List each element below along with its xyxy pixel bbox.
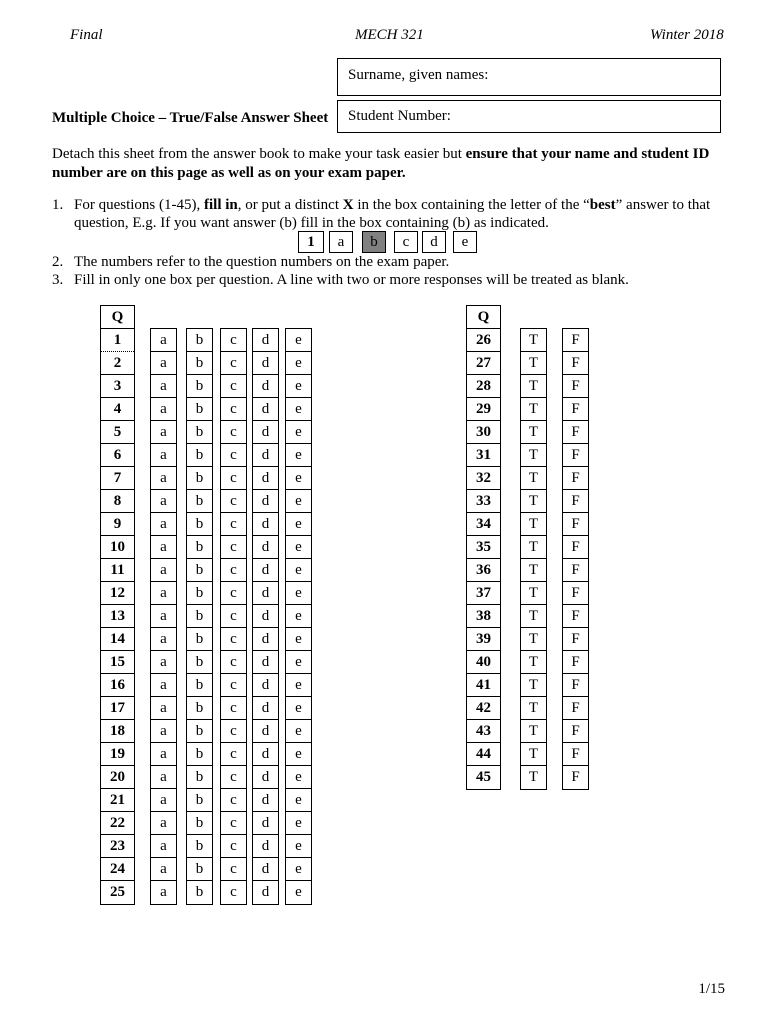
answer-box[interactable]: T [521, 421, 546, 444]
answer-box[interactable]: e [286, 651, 311, 674]
answer-box[interactable]: e [286, 674, 311, 697]
answer-box[interactable]: a [151, 352, 176, 375]
answer-box[interactable]: c [221, 559, 246, 582]
answer-box[interactable]: F [563, 605, 588, 628]
answer-box[interactable]: a [151, 766, 176, 789]
answer-box[interactable]: F [571, 769, 580, 785]
answer-box[interactable]: c [221, 605, 246, 628]
instruction-2-text: The numbers refer to the question numbers on the exam paper. [74, 254, 450, 270]
answer-box[interactable]: b [187, 513, 212, 536]
answer-box[interactable]: e [286, 467, 311, 490]
answer-box[interactable]: e [286, 743, 311, 766]
answer-box[interactable]: d [253, 398, 278, 421]
question-number: 42 [467, 697, 500, 720]
answer-box[interactable]: d [253, 559, 278, 582]
answer-box[interactable]: a [151, 720, 176, 743]
question-number: 26 [467, 329, 500, 352]
answer-box[interactable]: e [286, 398, 311, 421]
answer-box[interactable]: a [151, 812, 176, 835]
question-number: 31 [467, 444, 500, 467]
answer-box[interactable]: b [187, 421, 212, 444]
answer-box[interactable]: T [521, 536, 546, 559]
question-number: 30 [467, 421, 500, 444]
answer-box[interactable]: T [521, 559, 546, 582]
answer-box[interactable]: F [563, 559, 588, 582]
answer-box[interactable]: c [221, 766, 246, 789]
page-number: 1/15 [698, 981, 725, 997]
answer-box[interactable]: b [187, 352, 212, 375]
tf-option-column [562, 328, 589, 790]
answer-box[interactable]: a [151, 421, 176, 444]
answer-box[interactable]: e [286, 605, 311, 628]
answer-box[interactable]: b [195, 884, 204, 900]
answer-box[interactable]: d [253, 812, 278, 835]
answer-box[interactable]: d [253, 766, 278, 789]
answer-box[interactable]: b [187, 835, 212, 858]
answer-box[interactable]: T [521, 582, 546, 605]
answer-box[interactable]: c [221, 743, 246, 766]
example-option-d: d [422, 231, 446, 253]
answer-box[interactable]: e [286, 812, 311, 835]
answer-box[interactable]: c [221, 352, 246, 375]
answer-box[interactable]: e [286, 858, 311, 881]
student-number-field[interactable] [337, 100, 721, 133]
answer-box[interactable]: c [221, 697, 246, 720]
answer-box[interactable]: T [521, 674, 546, 697]
answer-box[interactable]: e [295, 884, 302, 900]
question-number: 15 [101, 651, 134, 674]
question-number: 12 [101, 582, 134, 605]
instruction-1-text-c: , or put a distinct [237, 197, 343, 213]
answer-box[interactable]: T [521, 352, 546, 375]
intro-bold-1: ensure that your name and student ID [465, 146, 710, 162]
intro-text: Detach this sheet from the answer book to make your task easier but [52, 146, 466, 162]
answer-box[interactable]: d [253, 628, 278, 651]
question-number: 38 [467, 605, 500, 628]
question-number: 1 [101, 329, 134, 352]
tf-question-column [466, 305, 501, 790]
question-number: 25 [110, 884, 125, 900]
answer-box[interactable]: c [221, 674, 246, 697]
header-term: Winter 2018 [650, 27, 724, 43]
question-number: 16 [101, 674, 134, 697]
answer-box[interactable]: e [286, 444, 311, 467]
answer-box[interactable]: a [151, 513, 176, 536]
answer-box[interactable]: T [521, 329, 546, 352]
answer-box[interactable]: F [563, 375, 588, 398]
answer-box[interactable]: F [563, 743, 588, 766]
answer-box[interactable]: b [187, 720, 212, 743]
answer-box[interactable]: a [151, 467, 176, 490]
answer-box[interactable]: a [151, 743, 176, 766]
question-number: 36 [467, 559, 500, 582]
question-number: 23 [101, 835, 134, 858]
answer-box[interactable]: d [253, 513, 278, 536]
question-number: 17 [101, 697, 134, 720]
answer-box[interactable]: F [563, 444, 588, 467]
answer-box[interactable]: b [187, 329, 212, 352]
answer-box[interactable]: a [151, 605, 176, 628]
answer-box[interactable]: F [563, 697, 588, 720]
answer-box[interactable]: c [221, 789, 246, 812]
answer-box[interactable]: d [253, 421, 278, 444]
answer-box[interactable]: T [528, 769, 539, 785]
answer-box[interactable]: d [253, 582, 278, 605]
answer-box[interactable]: a [151, 375, 176, 398]
header-course: MECH 321 [355, 27, 424, 43]
answer-box[interactable]: c [221, 513, 246, 536]
answer-box[interactable]: e [286, 421, 311, 444]
answer-box[interactable]: d [253, 467, 278, 490]
question-number: 44 [467, 743, 500, 766]
answer-box[interactable]: b [187, 651, 212, 674]
tf-header: Q [467, 306, 500, 329]
surname-label: Surname, given names: [348, 67, 489, 83]
answer-box[interactable]: b [187, 398, 212, 421]
instruction-3-number: 3. [52, 272, 64, 288]
answer-box[interactable]: d [253, 858, 278, 881]
answer-box[interactable]: e [286, 352, 311, 375]
answer-box[interactable]: T [521, 467, 546, 490]
answer-box[interactable]: d [253, 674, 278, 697]
header-left: Final [70, 27, 103, 43]
answer-box[interactable]: T [521, 490, 546, 513]
answer-box[interactable]: F [563, 467, 588, 490]
example-option-b-selected: b [362, 231, 386, 253]
question-number: 41 [467, 674, 500, 697]
answer-box[interactable]: b [187, 490, 212, 513]
example-option-a: a [329, 231, 353, 253]
question-number: 9 [101, 513, 134, 536]
answer-box[interactable]: a [151, 559, 176, 582]
instruction-1-number: 1. [52, 197, 64, 213]
answer-box[interactable]: T [521, 398, 546, 421]
question-number: 22 [101, 812, 134, 835]
question-number: 6 [101, 444, 134, 467]
question-number: 13 [101, 605, 134, 628]
answer-box[interactable]: e [286, 513, 311, 536]
answer-box[interactable]: b [187, 697, 212, 720]
sheet-title: Multiple Choice – True/False Answer Sheet [52, 110, 329, 126]
mc-option-column [186, 328, 213, 905]
answer-box[interactable]: e [286, 559, 311, 582]
answer-box[interactable]: F [563, 582, 588, 605]
answer-box[interactable]: c [221, 375, 246, 398]
question-number: 7 [101, 467, 134, 490]
answer-box[interactable]: T [521, 628, 546, 651]
answer-box[interactable]: d [253, 789, 278, 812]
tf-option-column [520, 328, 547, 790]
instruction-1-best: best [589, 197, 616, 213]
question-number: 20 [101, 766, 134, 789]
question-number: 39 [467, 628, 500, 651]
question-number: 3 [101, 375, 134, 398]
answer-box[interactable]: b [187, 628, 212, 651]
question-number: 43 [467, 720, 500, 743]
question-number: 8 [101, 490, 134, 513]
answer-box[interactable]: d [253, 743, 278, 766]
question-number: 40 [467, 651, 500, 674]
answer-box[interactable]: c [221, 582, 246, 605]
answer-box[interactable]: F [563, 674, 588, 697]
instruction-1-x: X [342, 197, 354, 213]
answer-box[interactable]: a [151, 651, 176, 674]
answer-box[interactable]: a [151, 329, 176, 352]
answer-box[interactable]: F [563, 352, 588, 375]
answer-box[interactable]: d [253, 720, 278, 743]
answer-box[interactable]: b [187, 674, 212, 697]
instruction-2-number: 2. [52, 254, 64, 270]
answer-box[interactable]: d [253, 835, 278, 858]
answer-box[interactable]: b [187, 582, 212, 605]
mc-option-column [220, 328, 247, 905]
answer-box[interactable]: b [187, 743, 212, 766]
answer-box[interactable]: e [286, 835, 311, 858]
question-number: 32 [467, 467, 500, 490]
answer-box[interactable]: d [253, 490, 278, 513]
mc-option-column [285, 328, 312, 905]
answer-box[interactable]: c [221, 467, 246, 490]
answer-box[interactable]: a [151, 628, 176, 651]
answer-box[interactable]: T [521, 444, 546, 467]
example-question-number: 1 [298, 231, 324, 253]
answer-box[interactable]: d [253, 352, 278, 375]
answer-box[interactable]: c [221, 398, 246, 421]
answer-box[interactable]: b [187, 559, 212, 582]
answer-box[interactable]: c [221, 628, 246, 651]
answer-box[interactable]: F [563, 536, 588, 559]
answer-box[interactable]: e [286, 490, 311, 513]
answer-box[interactable]: c [221, 444, 246, 467]
answer-box[interactable]: F [563, 651, 588, 674]
answer-box[interactable]: c [221, 536, 246, 559]
answer-box[interactable]: c [221, 651, 246, 674]
question-number: 10 [101, 536, 134, 559]
question-number: 37 [467, 582, 500, 605]
answer-box[interactable]: b [187, 375, 212, 398]
answer-box[interactable]: F [563, 329, 588, 352]
answer-box[interactable]: a [151, 444, 176, 467]
answer-box[interactable]: b [187, 605, 212, 628]
answer-box[interactable]: a [151, 858, 176, 881]
answer-box[interactable]: T [521, 513, 546, 536]
question-number: 27 [467, 352, 500, 375]
instruction-1-line-2: question, E.g. If you want answer (b) fill in the box containing (b) as indicated. [74, 215, 549, 231]
answer-box[interactable]: d [253, 375, 278, 398]
question-number: 21 [101, 789, 134, 812]
instruction-1-text-a: For questions (1-45), [74, 197, 204, 213]
mc-question-column [100, 305, 135, 905]
answer-box[interactable]: T [521, 697, 546, 720]
question-number: 18 [101, 720, 134, 743]
answer-box[interactable]: F [563, 513, 588, 536]
answer-box[interactable]: b [187, 858, 212, 881]
question-number: 28 [467, 375, 500, 398]
instruction-1-fill-in: fill in [204, 197, 238, 213]
question-number: 11 [101, 559, 134, 582]
answer-box[interactable]: b [187, 467, 212, 490]
instruction-1-text-g: ” answer to that [615, 197, 711, 213]
example-option-c: c [394, 231, 418, 253]
answer-box[interactable]: T [521, 720, 546, 743]
answer-box[interactable]: e [286, 329, 311, 352]
answer-box[interactable]: b [187, 444, 212, 467]
answer-box[interactable]: e [286, 582, 311, 605]
question-number: 24 [101, 858, 134, 881]
answer-box[interactable]: T [521, 651, 546, 674]
answer-box[interactable]: c [221, 490, 246, 513]
answer-box[interactable]: d [261, 884, 270, 900]
mc-option-column [252, 328, 279, 905]
answer-box[interactable]: d [253, 444, 278, 467]
instruction-1-text-e: in the box containing the letter of the “ [353, 197, 590, 213]
answer-box[interactable]: e [286, 628, 311, 651]
answer-box[interactable]: b [187, 789, 212, 812]
mc-option-column [150, 328, 177, 905]
answer-box[interactable]: T [521, 375, 546, 398]
answer-box[interactable]: a [151, 697, 176, 720]
answer-box[interactable]: e [286, 766, 311, 789]
instruction-3-text: Fill in only one box per question. A line with two or more responses will be treated as blank. [74, 272, 629, 288]
question-number: 5 [101, 421, 134, 444]
answer-box[interactable]: a [151, 398, 176, 421]
intro-paragraph [52, 145, 732, 183]
question-number: 14 [101, 628, 134, 651]
example-option-e: e [453, 231, 477, 253]
surname-field[interactable] [337, 58, 721, 96]
question-number: 4 [101, 398, 134, 421]
answer-box[interactable]: T [521, 743, 546, 766]
answer-box[interactable]: b [187, 536, 212, 559]
answer-box[interactable]: F [563, 490, 588, 513]
question-number: 33 [467, 490, 500, 513]
answer-box[interactable]: e [286, 697, 311, 720]
answer-box[interactable]: b [187, 812, 212, 835]
answer-box[interactable]: b [187, 766, 212, 789]
answer-box[interactable]: c [221, 835, 246, 858]
question-number: 19 [101, 743, 134, 766]
question-number: 45 [476, 769, 491, 785]
answer-box[interactable]: d [253, 605, 278, 628]
answer-box[interactable]: a [151, 835, 176, 858]
answer-box[interactable]: F [563, 421, 588, 444]
answer-box[interactable]: a [151, 674, 176, 697]
answer-box[interactable]: F [563, 720, 588, 743]
answer-box[interactable]: a [160, 884, 167, 900]
answer-box[interactable]: c [230, 884, 237, 900]
answer-box[interactable]: d [253, 651, 278, 674]
answer-box[interactable]: d [253, 536, 278, 559]
answer-box[interactable]: c [221, 329, 246, 352]
answer-box[interactable]: d [253, 329, 278, 352]
answer-box[interactable]: d [253, 697, 278, 720]
answer-box[interactable]: e [286, 720, 311, 743]
answer-box[interactable]: c [221, 421, 246, 444]
answer-box[interactable]: a [151, 490, 176, 513]
answer-box[interactable]: c [221, 858, 246, 881]
answer-box[interactable]: e [286, 375, 311, 398]
answer-box[interactable]: F [563, 628, 588, 651]
answer-box[interactable]: c [221, 812, 246, 835]
intro-bold-2: number are on this page as well as on your exam paper. [52, 165, 406, 181]
answer-box[interactable]: e [286, 789, 311, 812]
answer-box[interactable]: a [151, 789, 176, 812]
answer-box[interactable]: c [221, 720, 246, 743]
question-number: 34 [467, 513, 500, 536]
answer-box[interactable]: a [151, 582, 176, 605]
question-number: 29 [467, 398, 500, 421]
student-number-label: Student Number: [348, 108, 451, 124]
question-number: 35 [467, 536, 500, 559]
mc-header: Q [101, 306, 134, 329]
answer-box[interactable]: a [151, 536, 176, 559]
question-number: 2 [101, 352, 134, 375]
answer-box[interactable]: T [521, 605, 546, 628]
answer-box[interactable]: e [286, 536, 311, 559]
answer-box[interactable]: F [563, 398, 588, 421]
